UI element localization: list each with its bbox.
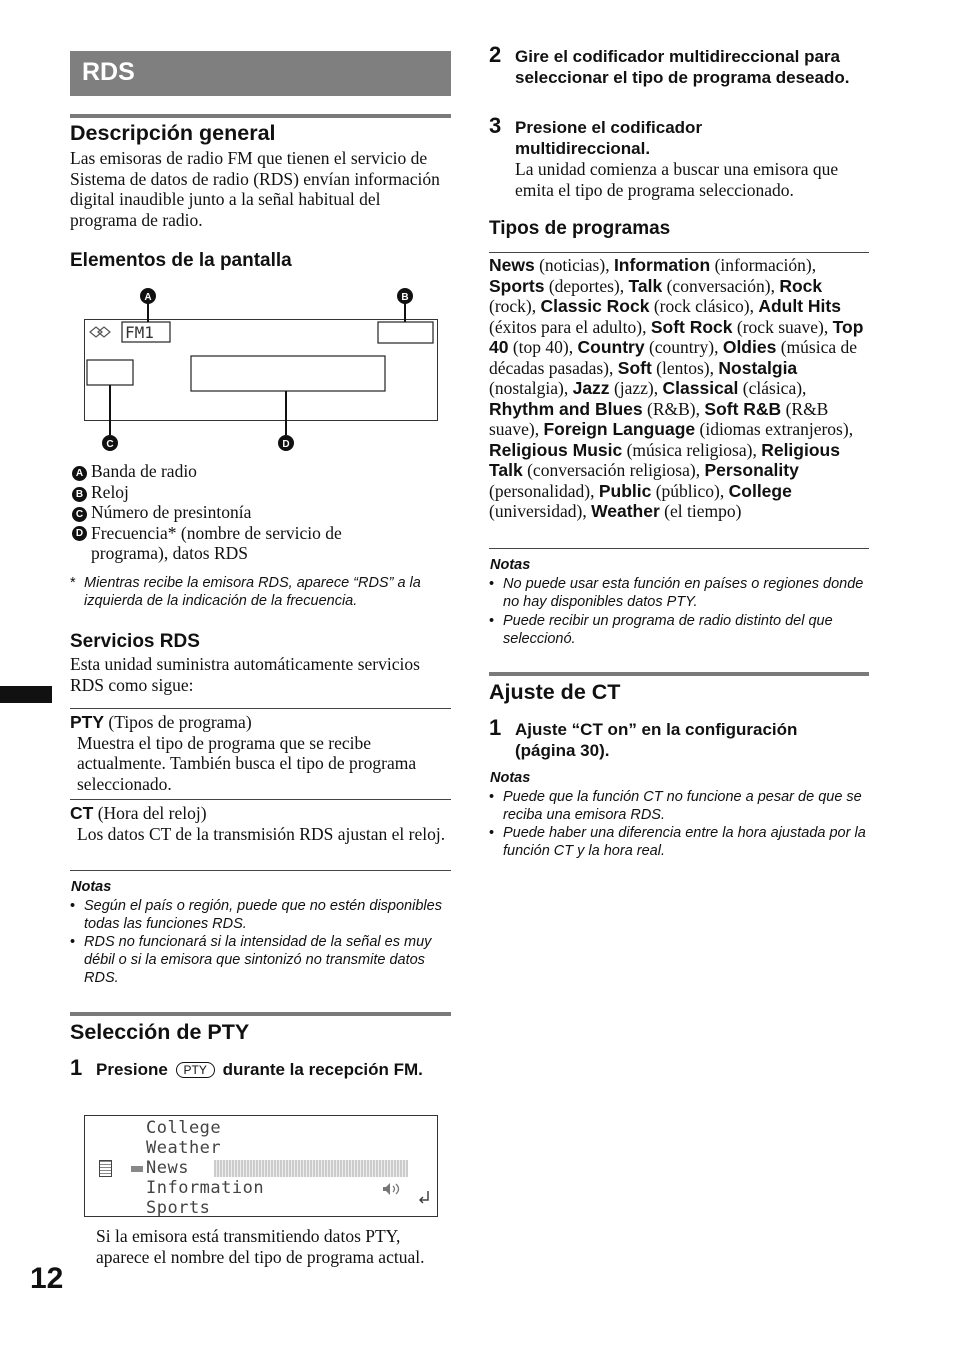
svg-text:D: D: [282, 439, 290, 450]
step-number: 1: [489, 715, 502, 740]
program-type-term: Adult Hits: [758, 296, 841, 316]
program-type-term: Classic Rock: [540, 296, 650, 316]
program-type-term: Personality: [704, 460, 799, 480]
program-type-term: Top 40: [489, 316, 864, 357]
program-type-desc: (conversación): [666, 275, 771, 296]
table-rule: [70, 870, 451, 871]
step-number: 1: [70, 1055, 83, 1080]
note-item: • Puede recibir un programa de radio distinto del que seleccionó.: [489, 613, 833, 647]
step-3-text: Presione el codificador multidireccional.: [515, 118, 703, 158]
program-type-term: Information: [613, 255, 711, 275]
callout-d: [278, 435, 294, 451]
program-type-desc: (conversación religiosa): [527, 460, 696, 480]
legend-text: Banda de radio: [91, 461, 197, 481]
program-type-term: Classical: [662, 378, 739, 398]
service-term-desc: (Hora del reloj): [97, 803, 207, 823]
note-item: • Puede que la función CT no funcione a pesar de que se reciba una emisora RDS.: [489, 789, 862, 823]
program-type-desc: (música de décadas pasadas): [489, 337, 857, 378]
program-type-desc: (rock suave): [736, 316, 824, 337]
note-text: Puede recibir un programa de radio distinto del que seleccionó.: [503, 613, 833, 647]
table-rule: [70, 799, 451, 800]
pty-list: [146, 1118, 264, 1217]
step-1-text: [96, 1060, 446, 1081]
program-type-term: News: [489, 255, 535, 275]
program-type-desc: (R&B): [647, 398, 696, 419]
program-type-desc: (nostalgia): [489, 378, 564, 398]
notes-title: Notas: [490, 557, 531, 573]
note-item: • No puede usar esta función en países o regiones donde no hay disponibles datos PTY.: [489, 576, 864, 610]
pty-list-item: Information: [146, 1178, 265, 1198]
program-type-term: College: [728, 480, 792, 501]
pty-lcd-display: [84, 1115, 438, 1217]
diagram-legend: [72, 461, 452, 564]
descripcion-title: Descripción general: [70, 121, 276, 145]
service-term: PTY: [70, 712, 105, 732]
program-type-desc: (público): [655, 480, 720, 501]
table-rule: [489, 548, 869, 549]
pty-list-item: Sports: [146, 1198, 211, 1217]
section-rule: [70, 1012, 451, 1016]
servicios-body: Esta unidad suministra automáticamente servicios RDS como sigue:: [70, 654, 420, 695]
pty-list-item: Weather: [146, 1138, 222, 1158]
callout-a: [140, 288, 156, 304]
table-rule: [70, 708, 451, 709]
program-type-term: Soft R&B: [704, 398, 782, 419]
tipos-title: Tipos de programas: [489, 218, 671, 239]
notes-title: Notas: [490, 770, 531, 786]
step-number: 3: [489, 113, 502, 138]
legend-marker-c: C: [72, 507, 87, 522]
footnote: [70, 574, 452, 610]
program-type-desc: (deportes): [548, 275, 620, 296]
program-type-term: Soft: [617, 357, 652, 378]
svg-text:A: A: [144, 292, 152, 303]
table-rule: [489, 252, 869, 253]
service-desc: Los datos CT de la transmisión RDS ajustan el reloj.: [77, 823, 446, 844]
program-type-desc: (R&B suave): [489, 398, 829, 439]
descripcion-body: Las emisoras de radio FM que tienen el servicio de Sistema de datos de radio (RDS) envían información digital inaudible junto a la señal habitual del programa de radio.: [70, 148, 440, 230]
program-type-term: Weather: [591, 501, 660, 521]
program-type-term: Nostalgia: [718, 357, 798, 378]
page-number: 12: [30, 1262, 64, 1295]
note-item: • Puede haber una diferencia entre la hora ajustada por la función CT y la hora real.: [489, 825, 866, 859]
note-text: Puede haber una diferencia entre la hora ajustada por la función CT y la hora real.: [503, 825, 866, 859]
section-rule: [70, 114, 451, 118]
section-rule: [489, 672, 869, 676]
step-2-text: Gire el codificador multidireccional para seleccionar el tipo de programa deseado.: [515, 47, 850, 87]
note-item: • Según el país o región, puede que no estén disponibles todas las funciones RDS.: [70, 898, 442, 932]
program-types-list: News (noticias), Information (información), Sports (deportes), Talk (conversación), Rock (rock), Classic Rock (rock clásico), Adult Hits (éxitos para el adulto), Soft Rock (rock suave), Top 40 (top 40), Country (country), Oldies (música de décadas pasadas), Soft (lentos), Nostalgia (nostalgia), Jazz (jazz), Classical (clásica), Rhythm and Blues (R&B), Soft R&B (R&B suave), Foreign Language (idiomas extranjeros), Religious Music (música religiosa), Religious Talk (conversación religiosa), Personality (personalidad), Public (público), College (universidad), Weather (el tiempo): [489, 255, 864, 521]
legend-item-c: [72, 502, 452, 523]
legend-item-a: [72, 461, 452, 482]
doc-icon: [99, 1160, 112, 1177]
legend-text: Reloj: [91, 481, 129, 502]
program-type-desc: (noticias): [539, 255, 606, 275]
program-type-term: Country: [577, 337, 645, 357]
note-item: • RDS no funcionará si la intensidad de la señal es muy débil o si la emisora que sintonizó no transmite datos RDS.: [70, 934, 432, 986]
program-type-term: Rhythm and Blues: [489, 398, 643, 419]
program-type-term: Talk: [628, 275, 663, 296]
section-title: RDS: [82, 58, 135, 86]
service-desc: Muestra el tipo de programa que se recibe actualmente. También busca el tipo de programa seleccionado.: [77, 732, 417, 794]
program-type-term: Soft Rock: [650, 316, 733, 337]
program-type-desc: (rock clásico): [653, 296, 750, 316]
side-tab-marker: [0, 686, 52, 703]
elementos-title: Elementos de la pantalla: [70, 250, 292, 271]
note-text: Puede que la función CT no funcione a pesar de que se reciba una emisora RDS.: [503, 789, 862, 823]
note-text: RDS no funcionará si la intensidad de la señal es muy débil o si la emisora que sintonizó no transmite datos RDS.: [84, 934, 432, 986]
footnote-text: Mientras recibe la emisora RDS, aparece “RDS” a la izquierda de la indicación de la frecuencia.: [84, 575, 421, 609]
program-type-desc: (éxitos para el adulto): [489, 316, 643, 337]
program-type-desc: (country): [648, 337, 715, 357]
program-type-desc: (rock): [489, 296, 532, 316]
servicios-title: Servicios RDS: [70, 631, 200, 652]
program-type-desc: (información): [714, 255, 812, 275]
footnote-mark: *: [70, 575, 76, 591]
pty-key-icon: PTY: [176, 1062, 215, 1078]
ajuste-title: Ajuste de CT: [489, 680, 621, 704]
callout-b: [397, 288, 413, 304]
program-type-desc: (el tiempo): [664, 501, 742, 521]
cursor-marker: [131, 1166, 143, 1172]
seleccion-title: Selección de PTY: [70, 1020, 250, 1044]
note-text: No puede usar esta función en países o regiones donde no hay disponibles datos PTY.: [503, 576, 864, 610]
legend-marker-d: D: [72, 526, 87, 541]
program-type-term: Foreign Language: [543, 419, 696, 439]
step-text-pre: Presione: [96, 1060, 168, 1079]
seleccion-after-text: Si la emisora está transmitiendo datos PTY, aparece el nombre del tipo de programa actual.: [96, 1226, 425, 1267]
service-term: CT: [70, 803, 94, 823]
legend-item-b: [72, 482, 452, 503]
program-type-desc: (idiomas extranjeros): [699, 419, 849, 439]
legend-marker-a: A: [72, 466, 87, 481]
pty-list-item: College: [146, 1118, 222, 1138]
note-text: Según el país o región, puede que no estén disponibles todas las funciones RDS.: [84, 898, 442, 932]
program-type-desc: (lentos): [656, 357, 710, 378]
notes-title: Notas: [71, 879, 112, 895]
service-term-desc: (Tipos de programa): [108, 712, 252, 732]
step-3-body: La unidad comienza a buscar una emisora que emita el tipo de programa seleccionado.: [515, 159, 839, 200]
program-type-term: Sports: [489, 275, 545, 296]
legend-item-d: [72, 523, 452, 564]
legend-text: Frecuencia* (nombre de servicio de programa), datos RDS: [91, 522, 342, 563]
svg-text:B: B: [401, 292, 409, 303]
step-text-post: durante la recepción FM.: [222, 1060, 423, 1079]
legend-text: Número de presintonía: [91, 502, 252, 522]
program-type-desc: (universidad): [489, 501, 583, 521]
step-number: 2: [489, 42, 502, 67]
program-type-term: Rock: [779, 275, 823, 296]
pty-list-item-selected: News: [146, 1158, 189, 1178]
band-display-text: FM1: [125, 323, 154, 342]
section-header-bar: [70, 51, 451, 96]
program-type-desc: (música religiosa): [626, 439, 753, 460]
legend-marker-b: B: [72, 487, 87, 502]
service-item-pty: [70, 712, 451, 794]
program-type-term: Jazz: [572, 378, 610, 398]
ajuste-step-1-text: Ajuste “CT on” en la configuración (página 30).: [515, 720, 798, 760]
callout-c: [102, 435, 118, 451]
svg-text:C: C: [106, 439, 114, 450]
speaker-icon: [381, 1182, 403, 1201]
program-type-desc: (jazz): [613, 378, 654, 398]
return-icon: [417, 1190, 431, 1211]
program-type-term: Religious Music: [489, 439, 623, 460]
program-type-term: Religious Talk: [489, 439, 840, 480]
display-diagram: [84, 285, 440, 460]
program-type-term: Public: [598, 480, 652, 501]
display-diagram-svg: [84, 285, 440, 460]
service-item-ct: [70, 803, 451, 844]
program-type-desc: (clásica): [742, 378, 803, 398]
program-type-desc: (personalidad): [489, 480, 591, 501]
program-type-term: Oldies: [722, 337, 777, 357]
program-type-desc: (top 40): [512, 337, 569, 357]
